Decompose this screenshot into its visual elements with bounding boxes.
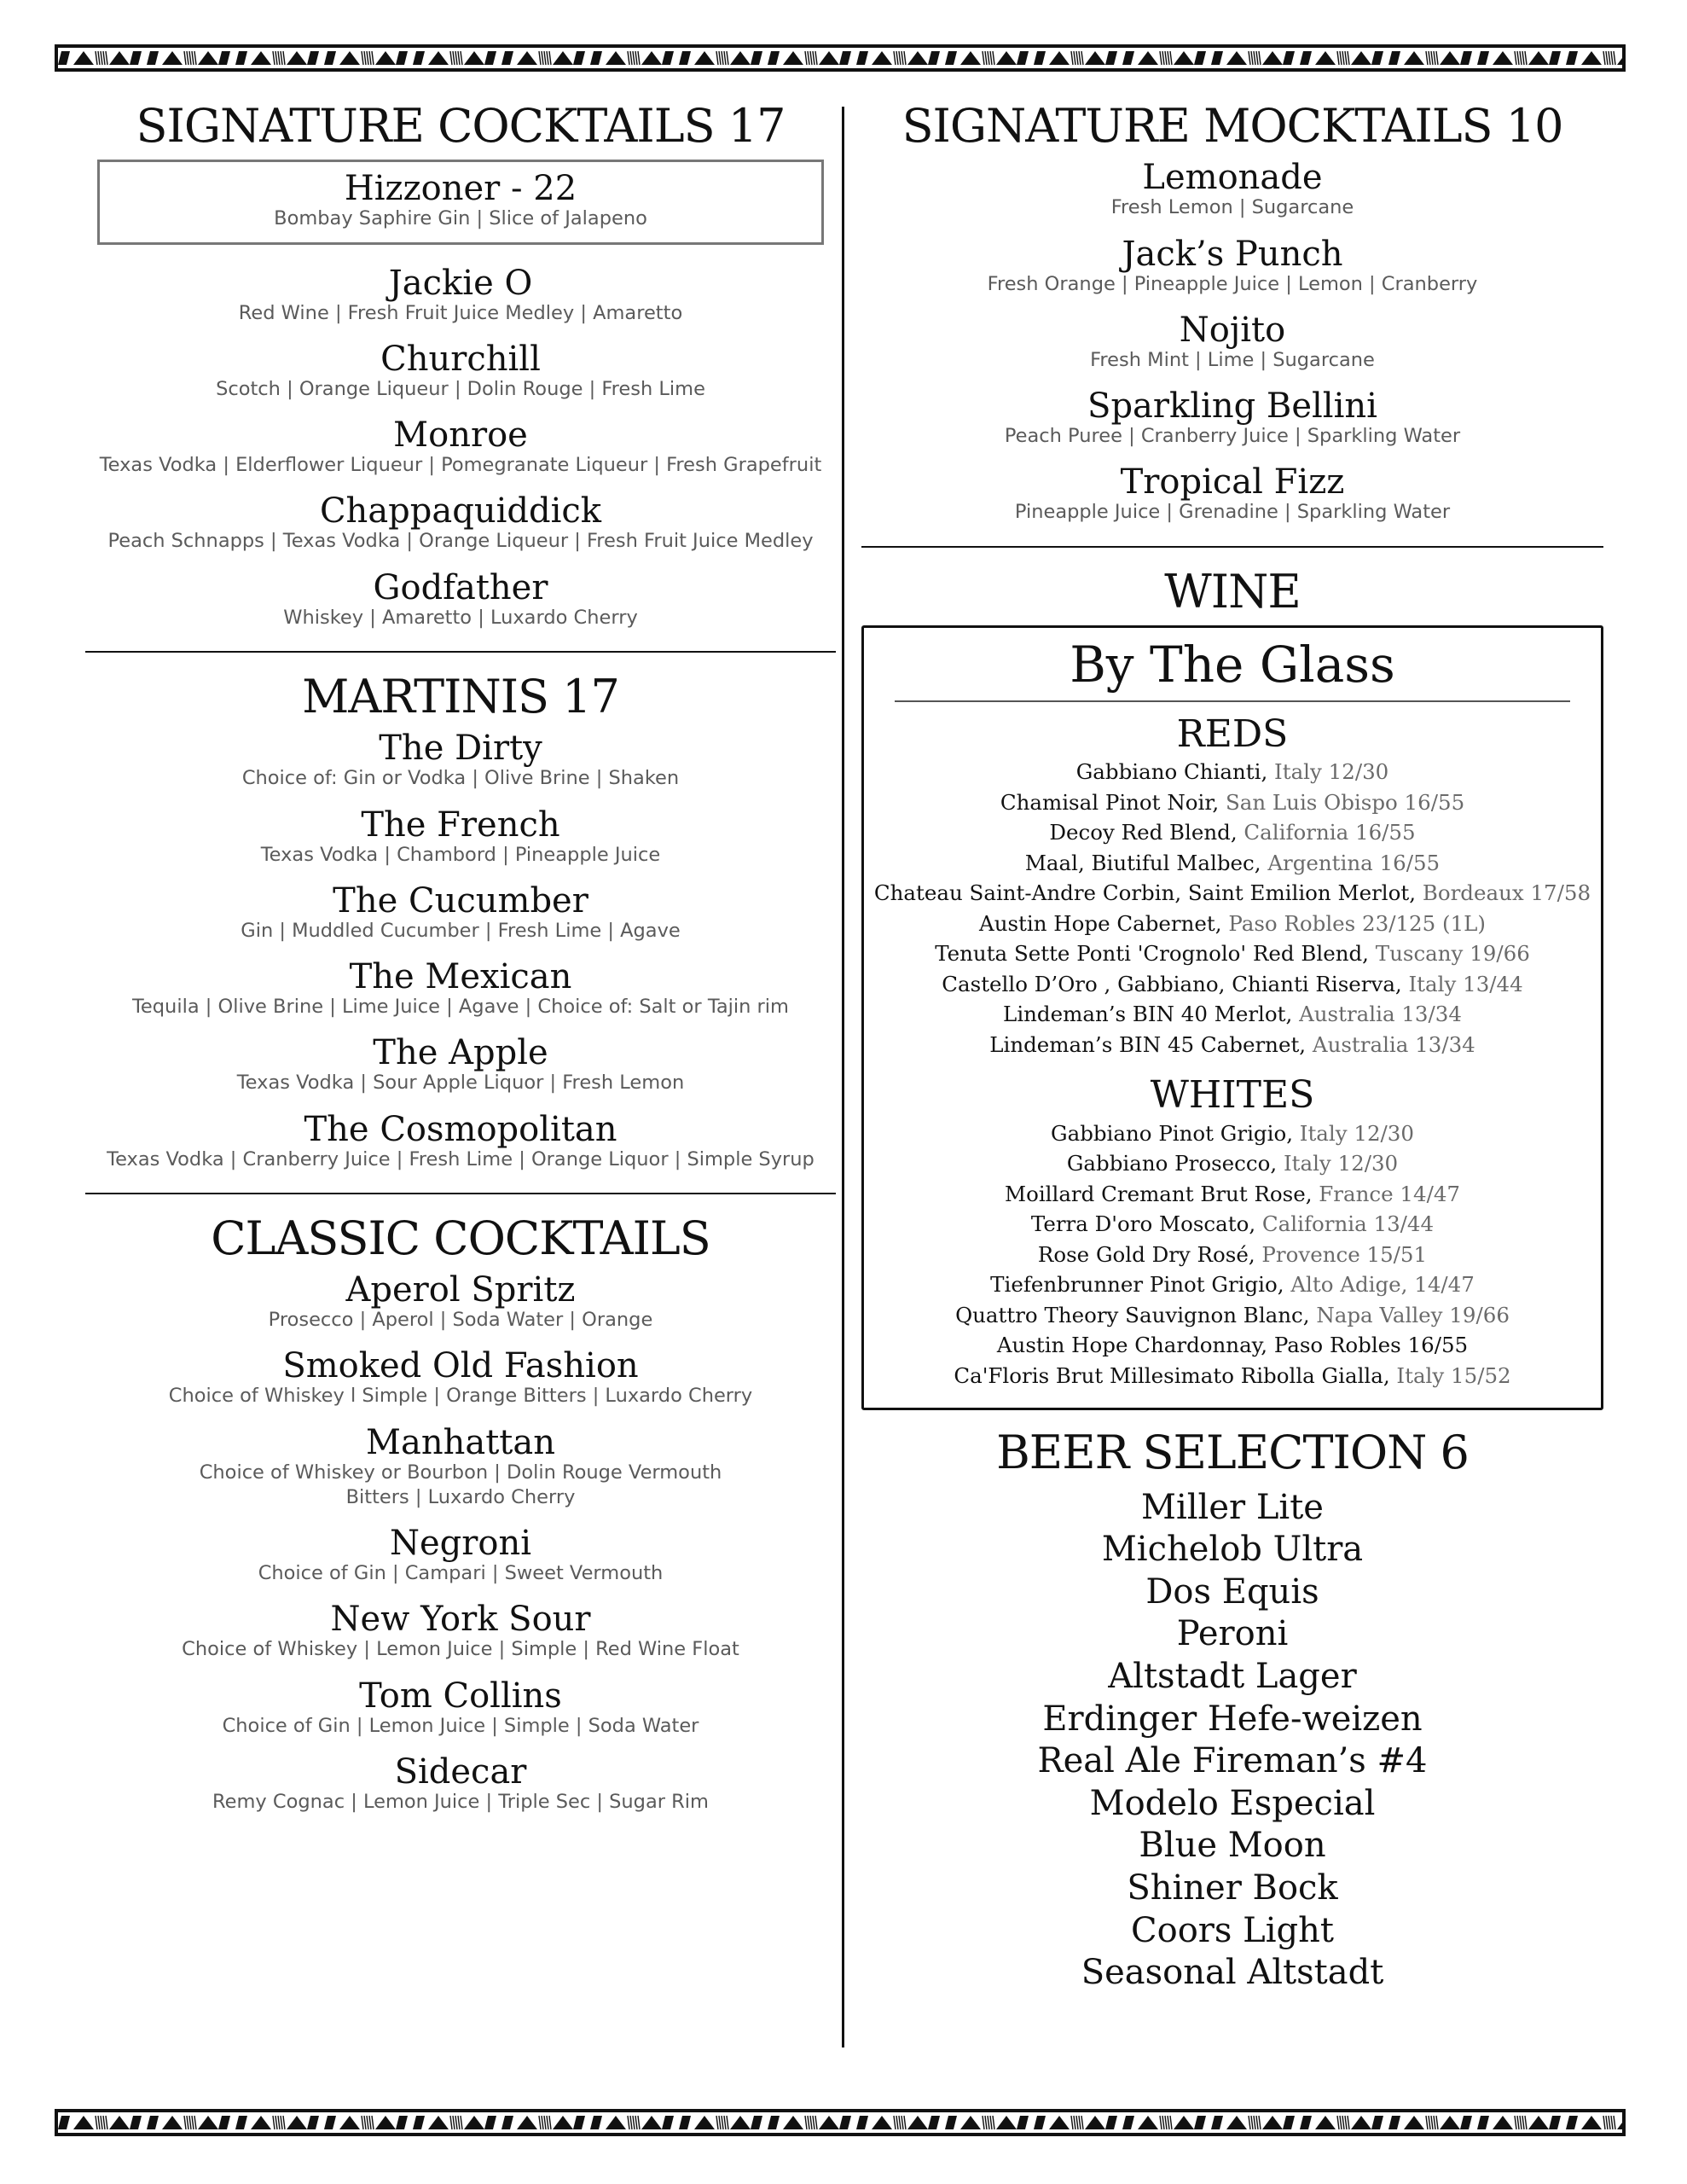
wine-item xyxy=(864,969,1601,1000)
menu-item xyxy=(861,464,1603,525)
wine-name: Quattro Theory Sauvignon Blanc, xyxy=(955,1302,1310,1327)
wine-region-price: Australia 13/34 xyxy=(1292,1002,1462,1027)
wine-name: Tiefenbrunner Pinot Grigio, xyxy=(990,1272,1284,1298)
menu-item xyxy=(85,1109,836,1172)
wine-name: Maal, Biutiful Malbec, xyxy=(1024,850,1261,875)
wine-item xyxy=(864,1269,1601,1300)
mocktail-list xyxy=(861,160,1603,525)
menu-item xyxy=(85,1035,836,1095)
item-desc: Fresh Lemon | Sugarcane xyxy=(1110,196,1354,219)
beer-list xyxy=(861,1487,1603,1995)
wine-name: Gabbiano Prosecco, xyxy=(1066,1151,1278,1176)
wine-region-price: Tuscany 19/66 xyxy=(1368,941,1530,967)
decorative-border-top xyxy=(55,44,1626,72)
wine-name: Terra D'oro Moscato, xyxy=(1030,1211,1256,1237)
wine-name: Castello D’Oro , Gabbiano, Chianti Riserva, xyxy=(942,971,1402,996)
item-desc: Texas Vodka | Sour Apple Liquor | Fresh Lemon xyxy=(236,1072,685,1095)
item-desc: Remy Cognac | Lemon Juice | Triple Sec | Sugar Rim xyxy=(212,1790,709,1813)
item-name: Chappaquiddick xyxy=(319,491,602,531)
item-name: The French xyxy=(361,804,560,845)
wine-item xyxy=(864,1240,1601,1270)
menu-item xyxy=(85,1525,836,1586)
section-divider xyxy=(85,651,836,653)
menu-item xyxy=(85,959,836,1019)
wine-region-price: Bordeaux 17/58 xyxy=(1416,880,1591,906)
wine-item xyxy=(864,757,1601,787)
wine-item xyxy=(864,817,1601,848)
wine-region-price: Italy 12/30 xyxy=(1292,1120,1414,1146)
featured-cocktail xyxy=(97,160,824,244)
wine-name: Lindeman’s BIN 45 Cabernet, xyxy=(989,1031,1307,1057)
menu-item xyxy=(85,1678,836,1739)
wine-title: WINE xyxy=(1164,564,1301,619)
signature-cocktails-title: SIGNATURE COCKTAILS 17 xyxy=(136,99,786,153)
menu-item xyxy=(85,1751,836,1815)
wine-region-price: California 16/55 xyxy=(1237,820,1416,845)
wine-name: Decoy Red Blend, xyxy=(1049,820,1238,845)
beer-item: Erdinger Hefe-weizen xyxy=(1042,1699,1423,1739)
item-desc: Bombay Saphire Gin | Slice of Jalapeno xyxy=(274,207,647,230)
item-name: Hizzoner - 22 xyxy=(344,169,577,209)
item-desc: Choice of Gin | Lemon Juice | Simple | Soda Water xyxy=(222,1714,699,1737)
menu-item xyxy=(861,312,1603,373)
item-name: Jackie O xyxy=(388,263,533,303)
wine-item xyxy=(864,1118,1601,1149)
wine-item xyxy=(864,1209,1601,1240)
wine-name: Tenuta Sette Ponti 'Crognolo' Red Blend, xyxy=(935,941,1369,967)
wine-item xyxy=(864,938,1601,969)
item-desc: Texas Vodka | Elderflower Liqueur | Pomegranate Liqueur | Fresh Grapefruit xyxy=(99,454,822,477)
wine-region-price: California 13/44 xyxy=(1255,1211,1435,1237)
wine-region-price: Provence 15/51 xyxy=(1255,1241,1428,1267)
menu-item xyxy=(85,1272,836,1333)
menu-item xyxy=(85,1422,836,1511)
item-name: Churchill xyxy=(380,339,541,379)
item-desc: Prosecco | Aperol | Soda Water | Orange xyxy=(268,1309,653,1332)
item-desc: Choice of Whiskey | Lemon Juice | Simple | Red Wine Float xyxy=(182,1638,739,1661)
wine-item xyxy=(864,1030,1601,1060)
item-desc: Texas Vodka | Cranberry Juice | Fresh Lime | Orange Liquor | Simple Syrup xyxy=(107,1147,815,1170)
item-name: Aperol Spritz xyxy=(345,1270,576,1310)
item-desc: Choice of Gin | Campari | Sweet Vermouth xyxy=(258,1562,664,1585)
menu-item xyxy=(861,388,1603,449)
wine-name: Gabbiano Pinot Grigio, xyxy=(1051,1120,1293,1146)
item-name: Godfather xyxy=(373,567,548,607)
wine-region-price: Italy 13/44 xyxy=(1401,971,1523,996)
item-desc: Pineapple Juice | Grenadine | Sparkling Water xyxy=(1014,501,1451,524)
item-desc: Peach Schnapps | Texas Vodka | Orange Liqueur | Fresh Fruit Juice Medley xyxy=(107,530,814,553)
item-desc: Choice of Whiskey or Bourbon | Dolin Rouge Vermouth Bitters | Luxardo Cherry xyxy=(199,1461,722,1508)
menu-item xyxy=(861,160,1603,220)
wine-region-price: Australia 13/34 xyxy=(1306,1031,1475,1057)
item-desc: Peach Puree | Cranberry Juice | Sparkling Water xyxy=(1004,425,1461,448)
beer-item: Altstadt Lager xyxy=(1108,1657,1357,1697)
classic-cocktails-title: CLASSIC COCKTAILS xyxy=(211,1211,710,1265)
wine-region-price: Italy 12/30 xyxy=(1277,1151,1399,1176)
menu-item xyxy=(85,730,836,791)
item-desc: Tequila | Olive Brine | Lime Juice | Agave | Choice of: Salt or Tajin rim xyxy=(132,996,789,1019)
beer-item: Shiner Bock xyxy=(1127,1868,1338,1908)
menu-item xyxy=(85,1348,836,1409)
beer-item: Real Ale Fireman’s #4 xyxy=(1037,1741,1428,1781)
item-name: Lemonade xyxy=(1142,158,1323,198)
item-name: Tom Collins xyxy=(359,1676,562,1716)
wine-name: Ca'Floris Brut Millesimato Ribolla Gialla, xyxy=(954,1362,1390,1388)
item-desc: Whiskey | Amaretto | Luxardo Cherry xyxy=(283,606,638,629)
wine-name: Moillard Cremant Brut Rose, xyxy=(1004,1181,1313,1206)
section-divider xyxy=(85,1193,836,1194)
item-name: Sparkling Bellini xyxy=(1087,386,1377,427)
item-desc: Fresh Orange | Pineapple Juice | Lemon | Cranberry xyxy=(987,272,1478,295)
mocktails-title: SIGNATURE MOCKTAILS 10 xyxy=(901,99,1563,153)
item-name: New York Sour xyxy=(330,1600,591,1640)
beer-item: Michelob Ultra xyxy=(1101,1530,1364,1570)
wine-item xyxy=(864,1361,1601,1391)
right-column xyxy=(861,101,1603,1995)
martinis-title: MARTINIS 17 xyxy=(302,669,619,723)
wine-region-price: Alto Adige, 14/47 xyxy=(1284,1272,1475,1298)
item-name: Negroni xyxy=(389,1524,532,1564)
item-name: Manhattan xyxy=(366,1422,555,1462)
wine-item xyxy=(864,787,1601,818)
item-desc: Gin | Muddled Cucumber | Fresh Lime | Agave xyxy=(241,919,681,942)
wine-name: Lindeman’s BIN 40 Merlot, xyxy=(1003,1002,1293,1027)
item-name: Smoked Old Fashion xyxy=(282,1346,639,1386)
wine-region-price: San Luis Obispo 16/55 xyxy=(1219,789,1465,815)
menu-item xyxy=(85,1601,836,1662)
wine-name: Chateau Saint-Andre Corbin, Saint Emilion Merlot, xyxy=(873,880,1417,906)
wine-item xyxy=(864,878,1601,909)
wine-name: Chamisal Pinot Noir, xyxy=(1000,789,1220,815)
menu-item xyxy=(861,236,1603,297)
wine-item xyxy=(864,1330,1601,1361)
menu-item xyxy=(85,567,836,630)
decorative-border-bottom xyxy=(55,2109,1626,2136)
wine-name: Rose Gold Dry Rosé, xyxy=(1037,1241,1255,1267)
wine-region-price: Napa Valley 19/66 xyxy=(1309,1302,1510,1327)
beer-item: Dos Equis xyxy=(1145,1571,1319,1612)
beer-item: Modelo Especial xyxy=(1089,1783,1376,1823)
menu-item xyxy=(85,804,836,868)
wine-name: Austin Hope Chardonnay, Paso Robles 16/55 xyxy=(996,1333,1469,1358)
menu-item xyxy=(85,880,836,944)
item-name: The Cucumber xyxy=(333,880,588,921)
item-name: Jack’s Punch xyxy=(1122,234,1343,274)
wine-region-price: Italy 12/30 xyxy=(1267,759,1389,785)
item-name: The Apple xyxy=(373,1033,548,1073)
reds-list xyxy=(864,757,1601,1060)
wine-item xyxy=(864,999,1601,1030)
beer-item: Peroni xyxy=(1176,1614,1289,1654)
item-desc: Choice of Whiskey l Simple | Orange Bitters | Luxardo Cherry xyxy=(168,1385,753,1408)
art-deco-pattern xyxy=(58,48,1622,68)
classic-cocktail-list xyxy=(85,1272,836,1815)
wine-item xyxy=(864,909,1601,939)
item-name: Sidecar xyxy=(394,1751,527,1792)
item-desc: Fresh Mint | Lime | Sugarcane xyxy=(1090,348,1375,371)
item-name: Tropical Fizz xyxy=(1120,462,1345,502)
whites-title: WHITES xyxy=(1150,1073,1315,1118)
reds-title: REDS xyxy=(1176,712,1289,756)
menu-item xyxy=(85,417,836,478)
item-name: Monroe xyxy=(393,415,528,456)
wine-item xyxy=(864,848,1601,879)
beer-item: Coors Light xyxy=(1131,1910,1334,1950)
martini-list xyxy=(85,730,836,1172)
wine-region-price: Italy 15/52 xyxy=(1389,1362,1511,1388)
signature-cocktail-list xyxy=(85,265,836,630)
wine-region-price: Argentina 16/55 xyxy=(1261,850,1441,875)
glass-title-rule xyxy=(895,700,1570,702)
section-divider xyxy=(861,546,1603,548)
beer-title: BEER SELECTION 6 xyxy=(996,1426,1469,1480)
menu-item xyxy=(85,341,836,402)
wine-region-price: France 14/47 xyxy=(1312,1181,1461,1206)
by-the-glass-title: By The Glass xyxy=(1070,636,1395,694)
beer-item: Seasonal Altstadt xyxy=(1081,1953,1384,1993)
wine-by-the-glass-box xyxy=(861,625,1603,1410)
item-desc: Texas Vodka | Chambord | Pineapple Juice xyxy=(260,843,661,866)
column-divider xyxy=(842,107,844,2048)
wine-name: Gabbiano Chianti, xyxy=(1075,759,1268,785)
menu-item xyxy=(85,265,836,326)
item-name: Nojito xyxy=(1179,310,1286,350)
whites-list xyxy=(864,1118,1601,1391)
item-desc: Choice of: Gin or Vodka | Olive Brine | Shaken xyxy=(241,767,680,790)
beer-item: Blue Moon xyxy=(1139,1826,1326,1866)
item-name: The Dirty xyxy=(379,729,542,769)
left-column xyxy=(85,101,836,1830)
item-desc: Red Wine | Fresh Fruit Juice Medley | Amaretto xyxy=(238,301,683,324)
wine-name: Austin Hope Cabernet, xyxy=(979,910,1222,936)
art-deco-pattern xyxy=(58,2112,1622,2133)
item-desc: Scotch | Orange Liqueur | Dolin Rouge | Fresh Lime xyxy=(216,377,705,400)
item-name: The Cosmopolitan xyxy=(304,1109,617,1149)
menu-item xyxy=(85,493,836,554)
wine-item xyxy=(864,1179,1601,1210)
wine-item xyxy=(864,1300,1601,1331)
wine-region-price: Paso Robles 23/125 (1L) xyxy=(1221,910,1486,936)
item-name: The Mexican xyxy=(349,957,572,997)
beer-item: Miller Lite xyxy=(1141,1487,1324,1527)
wine-item xyxy=(864,1148,1601,1179)
